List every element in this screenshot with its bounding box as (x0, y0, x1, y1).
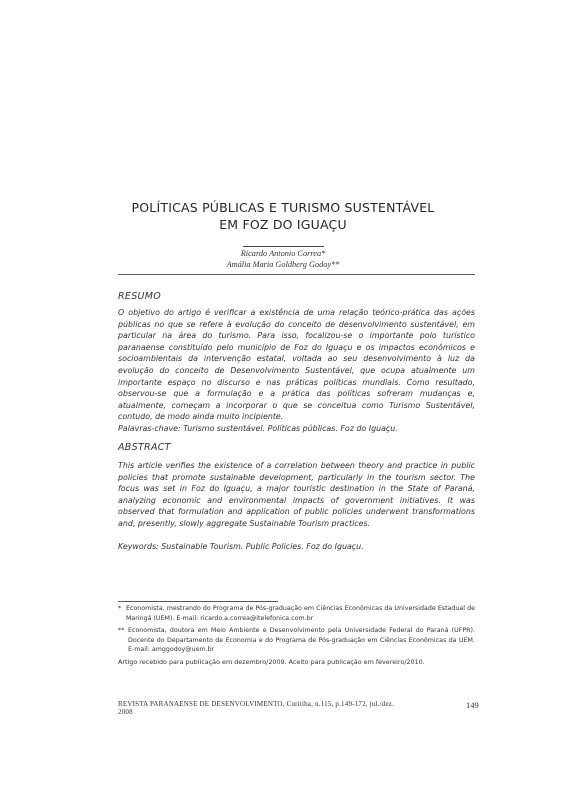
article-title (118, 199, 448, 233)
footnote-1 (118, 604, 475, 623)
author-2: Amália Maria Goldberg Godoy** (226, 260, 340, 269)
resumo-text: O objetivo do artigo é verificar a existência de uma relação teórico-prática das ações públicas no que se refere à evolução do conceito de desenvolvimento sustentável, em particular na área do turismo. Para isso, focalizou-se o importante polo turístico paranaense constituído pelo município de Foz do Iguaçu e os impactos econômicos e socioambientais da intervenção estatal, voltada ao seu desenvolvimento à luz da evolução do conceito de Desenvolvimento Sustentável, que ocupa atualmente um importante espaço no discurso e nas práticas políticas mundiais. Como resultado, observou-se que a formulação e a prática das políticas sofreram mudanças e, atualmente, começam a incorporar o que se conceitua como Turismo Sustentável, contudo, de modo ainda muito incipiente. (118, 308, 475, 422)
footnote-2-mark: ** (118, 627, 125, 635)
footnote-1-text: Economista, mestrando do Programa de Pós-graduação em Ciências Econômicas da Universidade Estadual de Maringá (UEM). E-mail: ricardo.a.correa@itelefonica.com.br (126, 605, 475, 622)
footnotes (118, 604, 475, 668)
title-line-2: EM FOZ DO IGUAÇU (219, 217, 347, 232)
page-number: 149 (466, 700, 479, 710)
author-1: Ricardo Antonio Correa* (240, 249, 326, 258)
footnote-2 (118, 626, 475, 655)
abstract-text: This article verifies the existence of a correlation between theory and practice in public policies that promote sustainable development, particularly in the tourism sector. The focus was set in Foz do Iguaçu, a major touristic destination in the State of Paraná, analyzing economic and environmental impacts of government initiatives. It was observed that formulation and application of public policies underwent transformations and, presently, slowly aggregate Sustainable Tourism practices. (118, 461, 475, 528)
header-divider (118, 274, 475, 275)
footnote-2-text: Economista, doutora em Meio Ambiente e Desenvolvimento pela Universidade Federal do Paraná (UFPR). Docente do Departamento de Economia e do Programa de Pós-graduação em Ciências Econômicas da UEM. E-mail: amggodoy@uem.br (128, 627, 475, 654)
footnote-divider (118, 601, 278, 602)
abstract-heading: ABSTRACT (118, 442, 171, 453)
abstract-keywords: Keywords: Sustainable Tourism. Public Policies. Foz do Iguaçu. (118, 542, 364, 551)
title-divider (243, 246, 324, 247)
title-line-1: POLÍTICAS PÚBLICAS E TURISMO SUSTENTÁVEL (131, 200, 435, 215)
received-note: Artigo recebido para publicação em dezembro/2009. Aceito para publicação em fevereiro/2010. (118, 657, 425, 666)
running-footer: REVISTA PARANAENSE DE DESENVOLVIMENTO, Curitiba, n.115, p.149-172, jul./dez. 2008 (118, 700, 395, 716)
resumo-heading: RESUMO (118, 291, 162, 302)
resumo-keywords: Palavras-chave: Turismo sustentável. Políticas públicas. Foz do Iguaçu. (118, 424, 398, 433)
author-list (120, 248, 446, 270)
footnote-1-mark: * (118, 605, 122, 612)
